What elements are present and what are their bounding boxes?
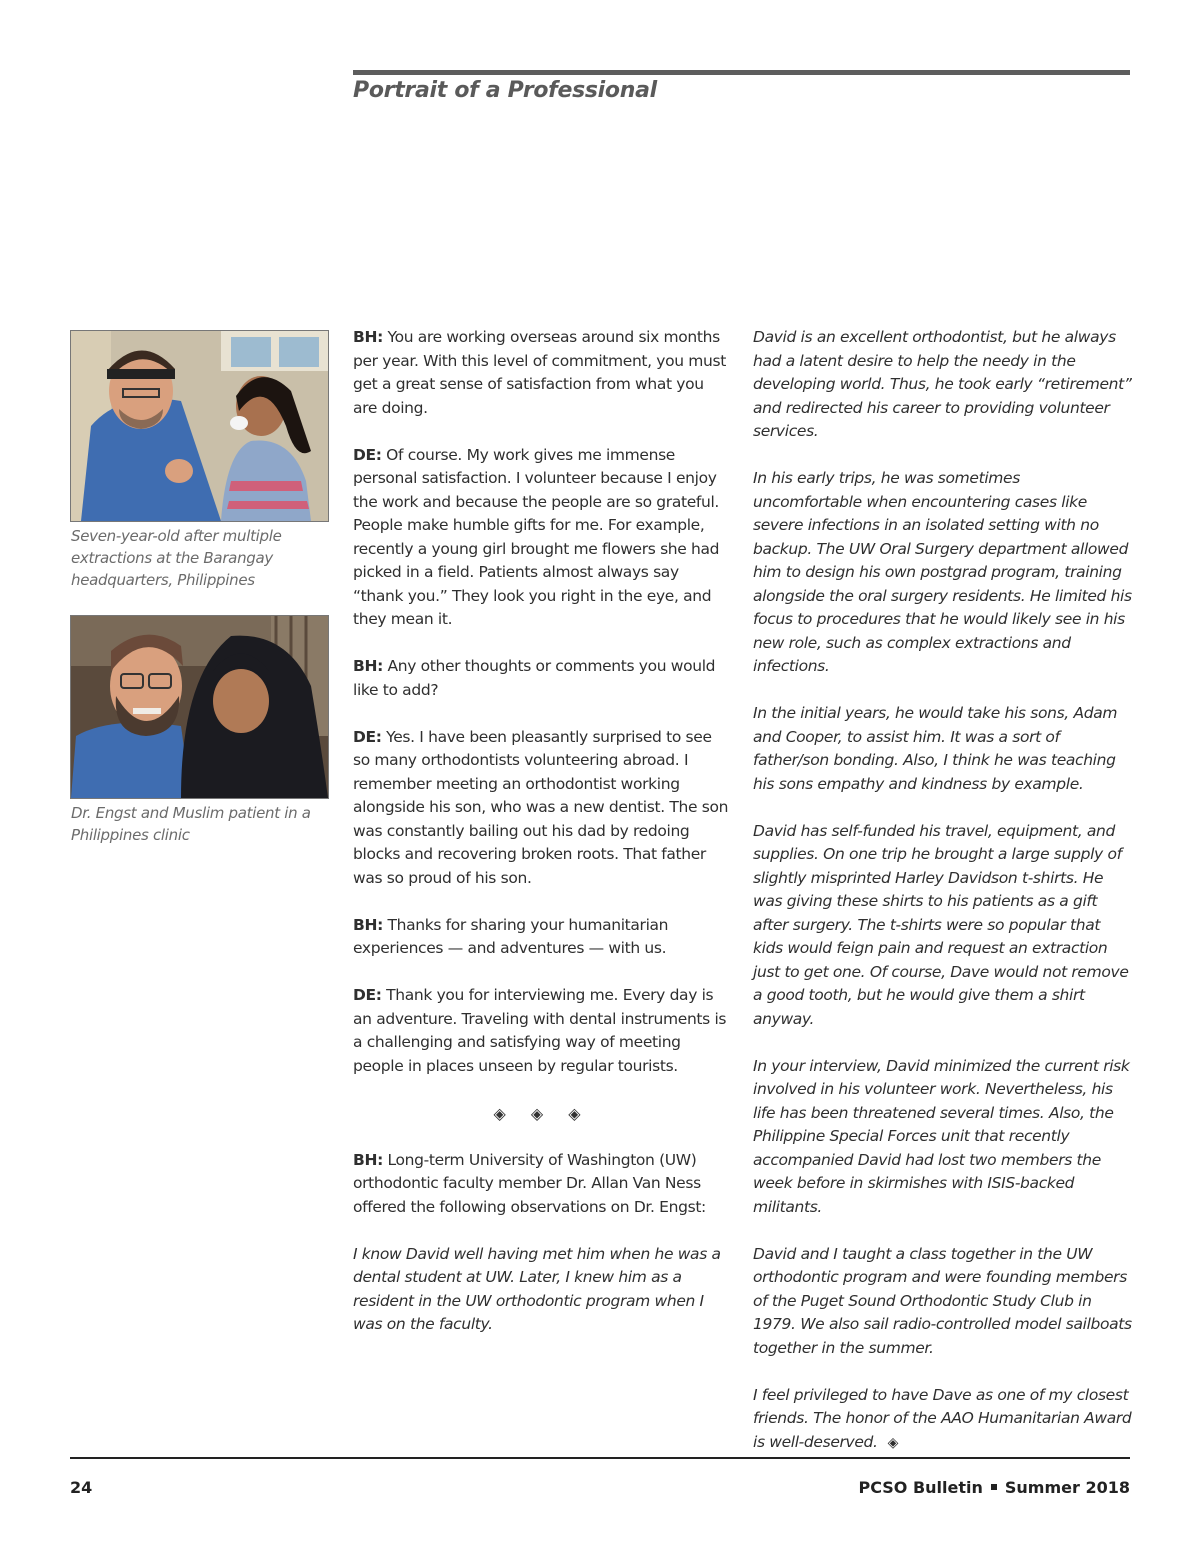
speaker-label: DE: [353, 445, 382, 464]
photo-dentist-with-girl [70, 330, 329, 522]
end-mark-icon: ◈ [887, 1434, 899, 1451]
paragraph-text: Any other thoughts or comments you would like to add? [353, 657, 716, 699]
speaker-label: DE: [353, 727, 382, 746]
page-number: 24 [70, 1478, 93, 1497]
header-rule [353, 70, 1130, 75]
publication-name: PCSO Bulletin [858, 1478, 983, 1497]
paragraph-text: I feel privileged to have Dave as one of my closest friends. The honor of the AAO Humanitarian Award is well-deserved. [753, 1385, 1132, 1451]
quote-paragraph-last [753, 1384, 1133, 1456]
speaker-label: BH: [353, 1150, 383, 1169]
section-title: Portrait of a Professional [353, 78, 657, 103]
footer-rule [70, 1457, 1130, 1459]
interview-column [353, 326, 731, 1360]
quote-paragraph: In his early trips, he was sometimes uncomfortable when encountering cases like severe infections in an isolated setting with no backup. The UW Oral Surgery department allowed him to design his own postgrad program, training alongside the oral surgery residents. He limited his focus to procedures that he would likely see in his new role, such as complex extractions and infections. [753, 469, 1132, 675]
paragraph-text: Yes. I have been pleasantly surprised to see so many orthodontists volunteering abroad. I remember meeting an orthodontist working alongside his son, who was a new dentist. The son was constantly bailing out his dad by redoing blocks and recovering broken roots. That father was so proud of his son. [353, 727, 729, 887]
speaker-label: BH: [353, 657, 383, 675]
interview-paragraph [353, 326, 731, 420]
issue-label: Summer 2018 [1004, 1478, 1130, 1497]
observations-column [753, 326, 1133, 1479]
photo-dentist-with-patient [70, 615, 329, 799]
quote-paragraph: David and I taught a class together in the UW orthodontic program and were founding members of the Puget Sound Orthodontic Study Club in 1979. We also sail radio-controlled model sailboats together in the summer. [753, 1244, 1132, 1357]
quote-paragraph: I know David well having met him when he was a dental student at UW. Later, I knew him as a resident in the UW orthodontic program when I was on the faculty. [353, 1244, 721, 1333]
section-divider: ◈ ◈ ◈ [493, 1103, 591, 1123]
paragraph-text: You are working overseas around six months per year. With this level of commitment, you must get a great sense of satisfaction from what you are doing. [353, 328, 726, 417]
separator-icon [991, 1484, 997, 1490]
paragraph-text: Of course. My work gives me immense personal satisfaction. I volunteer because I enjoy the work and because the people are so grateful. People make humble gifts for me. For example, recently a young girl brought me flowers she had picked in a field. Patients almost always say “thank you.” They look you right in the eye, and they mean it. [353, 445, 720, 628]
paragraph-text: Long-term University of Washington (UW) orthodontic faculty member Dr. Allan Van Ness offered the following observations on Dr. Engst: [353, 1150, 706, 1216]
speaker-label: DE: [353, 986, 382, 1004]
interview-paragraph [353, 1149, 731, 1220]
speaker-label: BH: [353, 328, 383, 346]
interview-paragraph [353, 914, 731, 961]
quote-paragraph: David is an excellent orthodontist, but he always had a latent desire to help the needy in the developing world. Thus, he took early “retirement” and redirected his career to providing volunteer services. [753, 328, 1132, 440]
paragraph-text: Thanks for sharing your humanitarian experiences — and adventures — with us. [353, 915, 669, 957]
interview-paragraph [353, 444, 731, 632]
interview-paragraph [353, 984, 731, 1078]
quote-paragraph: In your interview, David minimized the current risk involved in his volunteer work. Nevertheless, his life has been threatened several times. Also, the Philippine Special Forces unit that recently accompanied David had lost two members the week before in skirmishes with ISIS-backed militants. [753, 1056, 1130, 1216]
speaker-label: BH: [353, 915, 383, 934]
photo-caption: Seven-year-old after multiple extractions at the Barangay headquarters, Philippines [71, 527, 282, 589]
photo-caption: Dr. Engst and Muslim patient in a Philippines clinic [71, 804, 311, 844]
interview-paragraph [353, 655, 731, 702]
paragraph-text: Thank you for interviewing me. Every day is an adventure. Traveling with dental instruments is a challenging and satisfying way of meeting people in places unseen by regular tourists. [353, 986, 727, 1075]
footer-publication [859, 1478, 1131, 1497]
quote-paragraph: In the initial years, he would take his sons, Adam and Cooper, to assist him. It was a sort of father/son bonding. Also, I think he was teaching his sons empathy and kindness by example. [753, 704, 1118, 793]
interview-paragraph [353, 726, 731, 891]
quote-paragraph: David has self-funded his travel, equipment, and supplies. On one trip he brought a large supply of slightly misprinted Harley Davidson t-shirts. He was giving these shirts to his patients as a gift after surgery. The t-shirts were so popular that kids would feign pain and request an extraction just to get one. Of course, Dave would not remove a good tooth, but he would give them a shirt anyway. [753, 821, 1129, 1028]
